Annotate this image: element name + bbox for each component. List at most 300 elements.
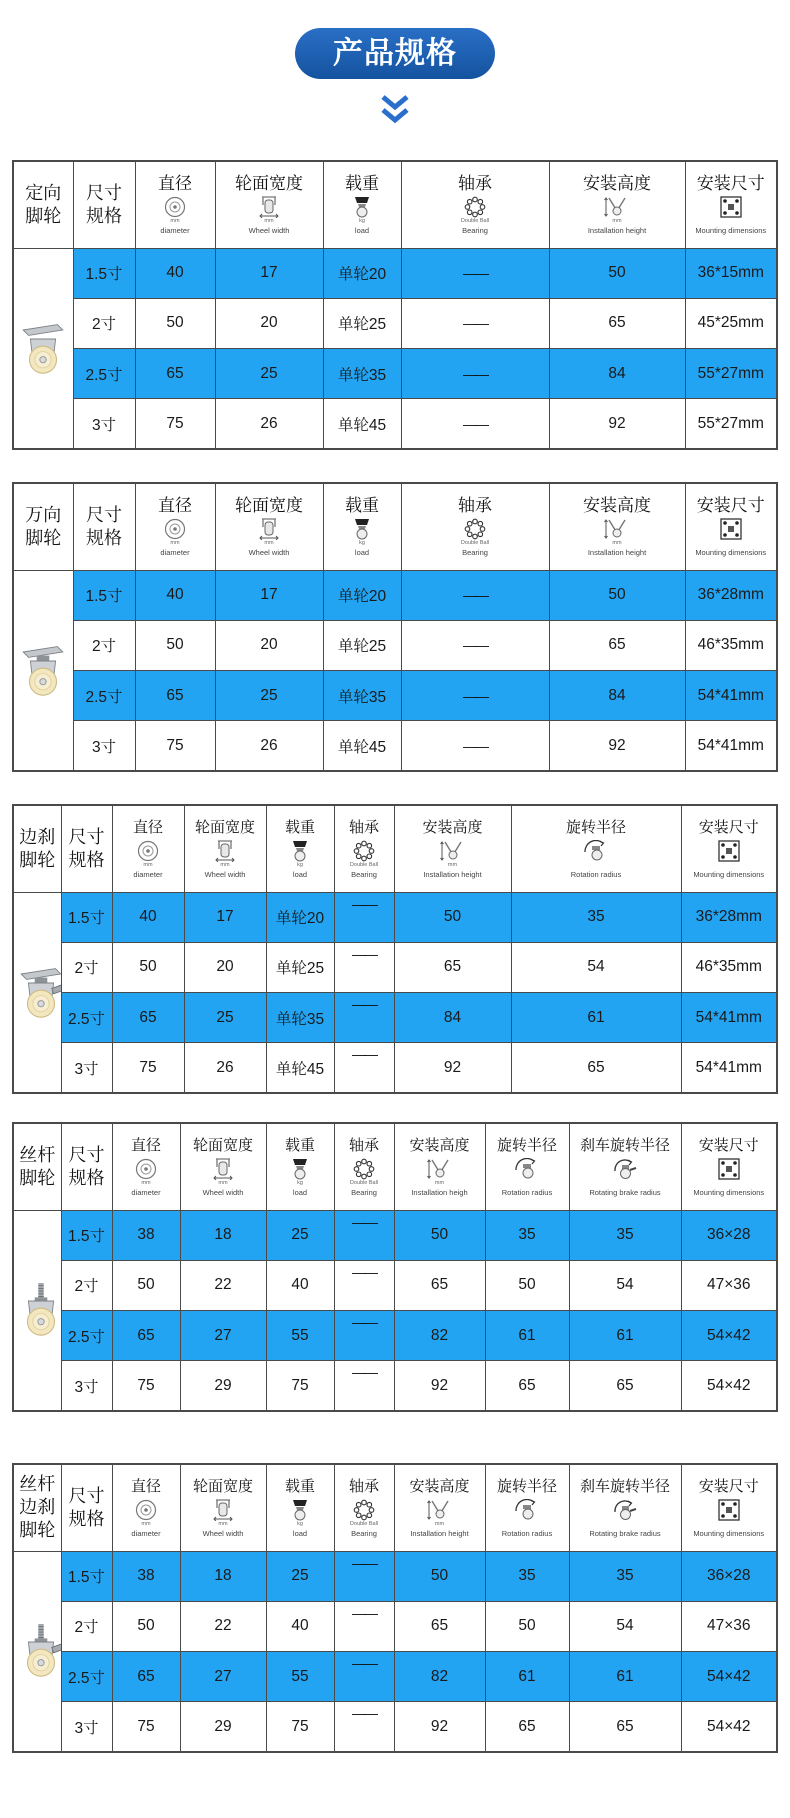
load-unit: kg	[359, 218, 365, 225]
load-caption: load	[292, 1529, 308, 1539]
table-row	[13, 620, 777, 670]
size-cell: 2寸	[73, 620, 135, 670]
mounting-dimensions-icon	[682, 1158, 777, 1180]
installation-height-icon	[395, 1499, 485, 1521]
wheel-width-cell: 29	[180, 1702, 266, 1752]
table-row	[13, 1702, 777, 1752]
bearing-cell: ——	[401, 620, 549, 670]
bearing-header	[334, 1464, 394, 1551]
load-unit: kg	[297, 1180, 303, 1187]
size-cell: 2寸	[61, 942, 112, 992]
installation-height-unit: mm	[612, 540, 622, 547]
installation-height-cell: 82	[394, 1311, 485, 1361]
mounting-dimensions-unit	[682, 1521, 777, 1527]
rotation-radius-cell: 65	[485, 1702, 569, 1752]
fixed-caster-image	[13, 248, 73, 449]
mounting-dimensions-cell: 47×36	[681, 1601, 777, 1651]
load-cell: 单轮35	[266, 993, 334, 1043]
installation-height-cell: 65	[394, 1601, 485, 1651]
mounting-dimensions-caption: Mounting dimensions	[695, 548, 767, 558]
mounting-dimensions-cell: 54*41mm	[681, 993, 777, 1043]
bearing-cell: ——	[334, 1361, 394, 1411]
installation-height-unit: mm	[434, 1180, 445, 1187]
size-cell: 2.5寸	[61, 1652, 112, 1702]
load-cell: 25	[266, 1210, 334, 1260]
rotation-radius-cell: 61	[485, 1652, 569, 1702]
diameter-header-label: 直径	[158, 174, 192, 194]
diameter-header-label: 直径	[130, 1478, 161, 1496]
caster-type-header	[13, 1464, 61, 1551]
caster-type-header	[13, 805, 61, 892]
diameter-unit: mm	[170, 218, 180, 225]
caster-type-label: 脚轮	[25, 205, 62, 226]
load-cell: 55	[266, 1652, 334, 1702]
table-row	[13, 1210, 777, 1260]
wheel-width-header-label: 轮面宽度	[192, 1478, 253, 1496]
bearing-cell: ——	[401, 399, 549, 449]
size-header-label: 尺寸	[86, 182, 122, 203]
bearing-caption: Bearing	[351, 870, 377, 880]
wheel-width-header	[180, 1464, 266, 1551]
wheel-width-icon	[216, 518, 323, 540]
wheel-width-cell: 22	[180, 1601, 266, 1651]
caster-type-label: 边刹	[19, 1497, 56, 1518]
installation-height-unit: mm	[612, 218, 622, 225]
diameter-unit: mm	[141, 1521, 151, 1528]
bearing-cell: ——	[401, 671, 549, 721]
bearing-icon	[335, 840, 394, 862]
spec-table	[12, 1463, 778, 1753]
threaded-stem-brake-caster-image	[13, 1551, 61, 1752]
installation-height-unit: mm	[447, 862, 458, 869]
load-cell: 75	[266, 1702, 334, 1752]
size-cell: 2.5寸	[73, 349, 135, 399]
caster-type-label: 定向	[25, 182, 62, 203]
wheel-width-cell: 27	[180, 1652, 266, 1702]
table-row	[13, 892, 777, 942]
mounting-dimensions-icon	[686, 518, 777, 540]
bearing-cell: ——	[334, 993, 394, 1043]
installation-height-cell: 92	[394, 1702, 485, 1752]
header-row	[13, 805, 777, 892]
installation-height-cell: 84	[549, 349, 685, 399]
mounting-dimensions-header-label: 安装尺寸	[696, 496, 765, 516]
diameter-icon	[136, 518, 215, 540]
brake-radius-icon	[570, 1499, 681, 1521]
wheel-width-icon	[216, 196, 323, 218]
wheel-width-caption: Wheel width	[202, 1188, 244, 1198]
installation-height-cell: 82	[394, 1652, 485, 1702]
size-header	[61, 1464, 112, 1551]
caster-type-label: 脚轮	[19, 1520, 56, 1541]
wheel-width-cell: 25	[215, 671, 323, 721]
size-cell: 1.5寸	[73, 570, 135, 620]
mounting-dimensions-unit	[682, 862, 777, 868]
table-row	[13, 942, 777, 992]
load-cell: 单轮35	[323, 349, 401, 399]
bearing-cell: ——	[401, 298, 549, 348]
diameter-header	[112, 1464, 180, 1551]
load-cell: 单轮45	[266, 1043, 334, 1093]
mounting-dimensions-unit	[682, 1180, 777, 1186]
swivel-caster-image	[13, 570, 73, 771]
diameter-header	[112, 805, 184, 892]
installation-height-cell: 65	[394, 942, 511, 992]
table-row	[13, 298, 777, 348]
size-cell: 2寸	[73, 298, 135, 348]
spec-table	[12, 1122, 778, 1412]
bearing-caption: Bearing	[351, 1529, 377, 1539]
bearing-header-label: 轴承	[348, 819, 379, 837]
load-cell: 单轮20	[323, 248, 401, 298]
brake-radius-cell: 65	[569, 1702, 681, 1752]
wheel-width-cell: 20	[184, 942, 266, 992]
diameter-cell: 75	[135, 721, 215, 771]
installation-height-header-label: 安装高度	[422, 819, 483, 837]
size-header-label: 规格	[86, 205, 122, 226]
diameter-header	[135, 483, 215, 570]
table-row	[13, 248, 777, 298]
size-cell: 3寸	[61, 1043, 112, 1093]
brake-radius-header	[569, 1123, 681, 1210]
rotation-radius-cell: 65	[511, 1043, 681, 1093]
diameter-cell: 65	[112, 1311, 180, 1361]
bearing-icon	[402, 518, 549, 540]
installation-height-caption: Installation heigh	[411, 1188, 468, 1198]
installation-height-header	[394, 805, 511, 892]
size-cell: 2.5寸	[61, 993, 112, 1043]
brake-radius-header-label: 刹车旋转半径	[579, 1478, 670, 1496]
diameter-caption: diameter	[131, 1188, 161, 1198]
rotation-radius-header-label: 旋转半径	[565, 819, 626, 837]
diameter-caption: diameter	[131, 1529, 161, 1539]
diameter-unit: mm	[143, 862, 153, 869]
installation-height-cell: 50	[549, 570, 685, 620]
caster-type-header	[13, 1123, 61, 1210]
load-header	[266, 1464, 334, 1551]
table-header	[13, 1464, 777, 1551]
installation-height-cell: 84	[549, 671, 685, 721]
caster-type-label: 脚轮	[19, 1167, 56, 1188]
wheel-width-cell: 22	[180, 1260, 266, 1310]
rotation-radius-cell: 35	[485, 1210, 569, 1260]
mounting-dimensions-cell: 47×36	[681, 1260, 777, 1310]
mounting-dimensions-cell: 55*27mm	[685, 399, 777, 449]
wheel-width-icon	[185, 840, 266, 862]
load-icon	[324, 518, 401, 540]
load-cell: 单轮20	[266, 892, 334, 942]
bearing-cell: ——	[334, 1260, 394, 1310]
bearing-header-label: 轴承	[458, 496, 492, 516]
wheel-width-cell: 17	[215, 570, 323, 620]
rotation-radius-header-label: 旋转半径	[496, 1137, 557, 1155]
installation-height-header-label: 安装高度	[583, 174, 651, 194]
diameter-cell: 50	[135, 620, 215, 670]
rotation-radius-cell: 54	[511, 942, 681, 992]
load-caption: load	[354, 226, 370, 236]
diameter-header	[112, 1123, 180, 1210]
table-row	[13, 1311, 777, 1361]
mounting-dimensions-cell: 46*35mm	[681, 942, 777, 992]
wheel-width-header	[180, 1123, 266, 1210]
wheel-width-caption: Wheel width	[202, 1529, 244, 1539]
mounting-dimensions-cell: 36*28mm	[685, 570, 777, 620]
spec-table	[12, 160, 778, 450]
table-row	[13, 1652, 777, 1702]
installation-height-cell: 50	[549, 248, 685, 298]
installation-height-cell: 50	[394, 892, 511, 942]
load-unit: kg	[359, 540, 365, 547]
size-cell: 3寸	[61, 1702, 112, 1752]
load-caption: load	[292, 1188, 308, 1198]
load-cell: 40	[266, 1601, 334, 1651]
diameter-cell: 65	[112, 1652, 180, 1702]
installation-height-cell: 50	[394, 1210, 485, 1260]
table-row	[13, 993, 777, 1043]
mounting-dimensions-header-label: 安装尺寸	[696, 174, 765, 194]
diameter-cell: 38	[112, 1551, 180, 1601]
diameter-cell: 75	[112, 1361, 180, 1411]
bearing-cell: ——	[401, 570, 549, 620]
size-cell: 1.5寸	[61, 892, 112, 942]
mounting-dimensions-unit	[686, 218, 777, 224]
table-header	[13, 1123, 777, 1210]
caster-type-label: 脚轮	[25, 527, 62, 548]
installation-height-header-label: 安装高度	[409, 1478, 470, 1496]
mounting-dimensions-header	[685, 161, 777, 248]
spec-table	[12, 482, 778, 772]
brake-radius-cell: 35	[569, 1551, 681, 1601]
wheel-width-header-label: 轮面宽度	[235, 496, 303, 516]
diameter-header-label: 直径	[130, 1137, 161, 1155]
mounting-dimensions-caption: Mounting dimensions	[695, 226, 767, 236]
wheel-width-cell: 26	[215, 721, 323, 771]
mounting-dimensions-cell: 36×28	[681, 1551, 777, 1601]
load-cell: 40	[266, 1260, 334, 1310]
load-header	[266, 805, 334, 892]
mounting-dimensions-header-label: 安装尺寸	[698, 1478, 759, 1496]
installation-height-header	[549, 483, 685, 570]
bearing-unit: Double Ball	[349, 1180, 379, 1187]
installation-height-cell: 50	[394, 1551, 485, 1601]
bearing-icon	[335, 1499, 394, 1521]
bearing-caption: Bearing	[462, 226, 488, 236]
load-header	[323, 161, 401, 248]
mounting-dimensions-header-label: 安装尺寸	[698, 1137, 759, 1155]
table-body	[13, 1551, 777, 1752]
wheel-width-cell: 20	[215, 298, 323, 348]
mounting-dimensions-cell: 54×42	[681, 1702, 777, 1752]
bearing-cell: ——	[334, 1311, 394, 1361]
mounting-dimensions-icon	[686, 196, 777, 218]
mounting-dimensions-cell: 54×42	[681, 1652, 777, 1702]
wheel-width-cell: 25	[215, 349, 323, 399]
mounting-dimensions-cell: 54*41mm	[685, 671, 777, 721]
rotation-radius-caption: Rotation radius	[501, 1529, 553, 1539]
load-header-label: 载重	[284, 1137, 315, 1155]
rotation-radius-header	[485, 1464, 569, 1551]
caster-type-header	[13, 161, 73, 248]
bearing-unit: Double Ball	[460, 540, 490, 547]
diameter-caption: diameter	[160, 548, 190, 558]
mounting-dimensions-icon	[682, 840, 777, 862]
installation-height-cell: 65	[394, 1260, 485, 1310]
mounting-dimensions-header	[681, 1464, 777, 1551]
brake-radius-cell: 61	[569, 1652, 681, 1702]
size-cell: 2寸	[61, 1601, 112, 1651]
header-row	[13, 161, 777, 248]
bearing-icon	[335, 1158, 394, 1180]
diameter-cell: 50	[112, 942, 184, 992]
caster-type-header	[13, 483, 73, 570]
installation-height-cell: 92	[394, 1361, 485, 1411]
rotation-radius-cell: 61	[485, 1311, 569, 1361]
table-row	[13, 570, 777, 620]
table-body	[13, 892, 777, 1093]
size-cell: 3寸	[73, 721, 135, 771]
rotation-radius-caption: Rotation radius	[501, 1188, 553, 1198]
load-cell: 55	[266, 1311, 334, 1361]
size-header-label: 规格	[68, 1167, 105, 1188]
table-row	[13, 1043, 777, 1093]
size-cell: 1.5寸	[61, 1210, 112, 1260]
diameter-header	[135, 161, 215, 248]
mounting-dimensions-unit	[686, 540, 777, 546]
installation-height-cell: 92	[394, 1043, 511, 1093]
header-row	[13, 1464, 777, 1551]
mounting-dimensions-caption: Mounting dimensions	[693, 1188, 765, 1198]
rotation-radius-header	[511, 805, 681, 892]
installation-height-icon	[550, 196, 685, 218]
brake-radius-unit	[570, 1180, 681, 1186]
load-cell: 单轮25	[266, 942, 334, 992]
wheel-width-unit: mm	[220, 862, 230, 869]
wheel-width-unit: mm	[264, 218, 274, 225]
brake-radius-cell: 54	[569, 1260, 681, 1310]
brake-radius-cell: 54	[569, 1601, 681, 1651]
size-header	[73, 483, 135, 570]
installation-height-header	[549, 161, 685, 248]
mounting-dimensions-cell: 54×42	[681, 1311, 777, 1361]
brake-radius-caption: Rotating brake radius	[589, 1529, 661, 1539]
installation-height-caption: Installation height	[410, 1529, 469, 1539]
rotation-radius-unit	[486, 1180, 569, 1186]
mounting-dimensions-cell: 36×28	[681, 1210, 777, 1260]
mounting-dimensions-cell: 36*28mm	[681, 892, 777, 942]
wheel-width-cell: 26	[184, 1043, 266, 1093]
table-row	[13, 349, 777, 399]
installation-height-icon	[395, 1158, 485, 1180]
wheel-width-unit: mm	[264, 540, 274, 547]
diameter-unit: mm	[141, 1180, 151, 1187]
wheel-width-caption: Wheel width	[248, 226, 290, 236]
wheel-width-cell: 25	[184, 993, 266, 1043]
wheel-width-cell: 18	[180, 1210, 266, 1260]
load-caption: load	[292, 870, 308, 880]
wheel-width-cell: 27	[180, 1311, 266, 1361]
load-cell: 单轮45	[323, 721, 401, 771]
rotation-radius-unit	[512, 862, 681, 868]
table-header	[13, 483, 777, 570]
wheel-width-cell: 26	[215, 399, 323, 449]
wheel-width-cell: 29	[180, 1361, 266, 1411]
diameter-header-label: 直径	[158, 496, 192, 516]
rotation-radius-cell: 35	[511, 892, 681, 942]
wheel-width-header	[215, 483, 323, 570]
diameter-cell: 40	[135, 570, 215, 620]
bearing-cell: ——	[334, 892, 394, 942]
table-row	[13, 721, 777, 771]
brake-caster-image	[13, 892, 61, 1093]
mounting-dimensions-cell: 55*27mm	[685, 349, 777, 399]
wheel-width-unit: mm	[218, 1180, 228, 1187]
brake-radius-cell: 35	[569, 1210, 681, 1260]
caster-type-label: 边刹	[19, 826, 56, 847]
mounting-dimensions-icon	[682, 1499, 777, 1521]
brake-radius-header	[569, 1464, 681, 1551]
bearing-cell: ——	[334, 942, 394, 992]
wheel-width-icon	[181, 1158, 266, 1180]
size-header-label: 规格	[68, 849, 105, 870]
load-icon	[267, 1158, 334, 1180]
wheel-width-header-label: 轮面宽度	[235, 174, 303, 194]
size-cell: 1.5寸	[61, 1551, 112, 1601]
diameter-cell: 40	[135, 248, 215, 298]
installation-height-caption: Installation height	[423, 870, 482, 880]
table-row	[13, 1361, 777, 1411]
size-cell: 3寸	[73, 399, 135, 449]
installation-height-cell: 84	[394, 993, 511, 1043]
table-body	[13, 570, 777, 771]
mounting-dimensions-header	[681, 805, 777, 892]
wheel-width-header	[184, 805, 266, 892]
installation-height-header	[394, 1123, 485, 1210]
bearing-unit: Double Ball	[460, 218, 490, 225]
wheel-width-header-label: 轮面宽度	[194, 819, 255, 837]
table-row	[13, 671, 777, 721]
mounting-dimensions-header	[685, 483, 777, 570]
load-header-label: 载重	[284, 819, 315, 837]
rotation-radius-icon	[512, 840, 681, 862]
wheel-width-caption: Wheel width	[204, 870, 246, 880]
bearing-icon	[402, 196, 549, 218]
diameter-cell: 65	[135, 349, 215, 399]
bearing-header	[334, 805, 394, 892]
table-row	[13, 1601, 777, 1651]
mounting-dimensions-cell: 46*35mm	[685, 620, 777, 670]
wheel-width-header-label: 轮面宽度	[192, 1137, 253, 1155]
mounting-dimensions-cell: 54*41mm	[685, 721, 777, 771]
rotation-radius-header	[485, 1123, 569, 1210]
rotation-radius-cell: 50	[485, 1601, 569, 1651]
table-body	[13, 1210, 777, 1411]
wheel-width-cell: 17	[215, 248, 323, 298]
rotation-radius-caption: Rotation radius	[570, 870, 622, 880]
size-header-label: 尺寸	[68, 1485, 105, 1506]
rotation-radius-unit	[486, 1521, 569, 1527]
diameter-icon	[113, 1499, 180, 1521]
diameter-cell: 65	[135, 671, 215, 721]
bearing-cell: ——	[334, 1652, 394, 1702]
header-row	[13, 483, 777, 570]
installation-height-cell: 92	[549, 399, 685, 449]
bearing-cell: ——	[334, 1601, 394, 1651]
bearing-unit: Double Ball	[349, 1521, 379, 1528]
wheel-width-unit: mm	[218, 1521, 228, 1528]
bearing-header	[401, 161, 549, 248]
table-row	[13, 399, 777, 449]
size-cell: 1.5寸	[73, 248, 135, 298]
